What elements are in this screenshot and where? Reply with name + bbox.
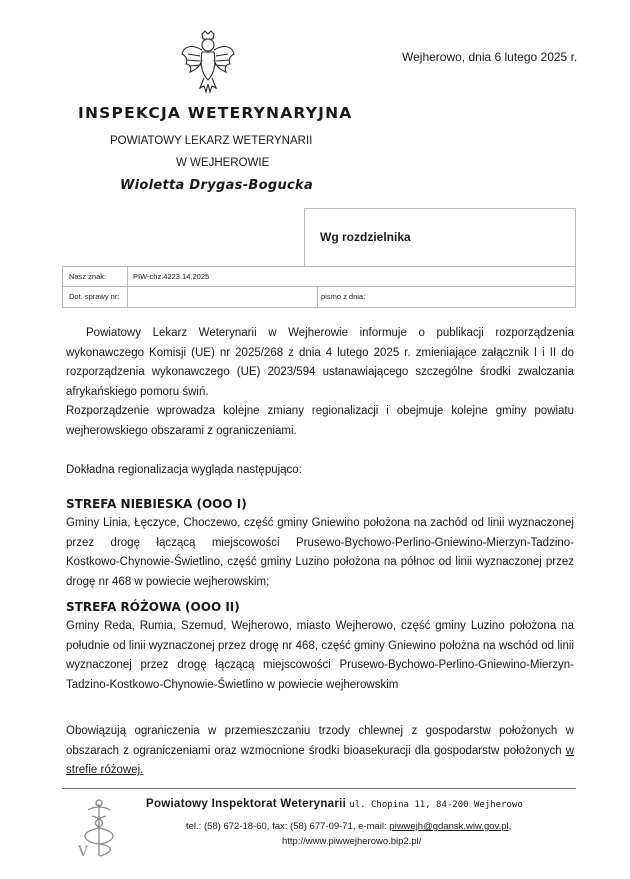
case-label: Dot. sprawy nr: — [69, 292, 120, 301]
veterinary-caduceus-icon — [70, 798, 128, 860]
org-subtitle: POWIATOWY LEKARZ WETERYNARII — [110, 135, 313, 147]
footer-website[interactable]: http://www.piwwejherowo.bip2.pl/ — [282, 836, 422, 847]
footer-email[interactable]: piwwejh@gdansk.wiw.gov.pl — [389, 821, 509, 832]
footer-org-name: Powiatowy Inspektorat Weterynarii — [146, 798, 347, 810]
footer-comma: , — [508, 821, 512, 832]
recipient: Wg rozdzielnika — [320, 230, 411, 244]
intro-text: Powiatowy Lekarz Weterynarii w Wejherowie informuje o publikacji rozporządzenia wykonawczego Komisji (UE) nr 2025/268 z dnia 4 lutego 2025 r. zmieniające załącznik I i II do rozporządzenia wykonawczego (UE) 2023/594 ustanawiającego szczególne środki zwalczania afrykańskiego pomoru świń. — [66, 327, 574, 398]
conclusion-text: Obowiązują ograniczenia w przemieszczaniu trzody chlewnej z gospodarstw położonych w obszarach z ograniczeniami oraz wzmocnione środki bioasekuracji dla gospodarstw położonych — [66, 725, 574, 757]
conclusion-paragraph — [66, 722, 574, 781]
zone-blue-title: STREFA NIEBIESKA (OOO I) — [66, 497, 247, 511]
divider — [127, 267, 128, 287]
footer-phone-fax: tel.: (58) 672-18-60, fax: (58) 677-09-71, e-mail: — [186, 821, 387, 832]
conclusion-highlight: w strefie różowej. — [66, 744, 574, 777]
zone-pink-text: Gminy Reda, Rumia, Szemud, Wejherowo, miasto Wejherowo, część gminy Luzino położona na południe od linii wyznaczonej przez drogę nr 468, część gminy Gniewino położna na wschód od linii wyznaczonej przez drogę łączącą miejscowości Prusewo-Bychowo-Perlino-Gniewino-Mierzyn-Tadzino-Kostkowo-Chynowie-Świetlino w powiecie wejherowskim — [66, 620, 574, 691]
svg-text:V: V — [78, 844, 89, 860]
reference-row-our-sign — [62, 266, 576, 287]
divider — [317, 287, 318, 307]
signatory-name: Wioletta Drygas-Bogucka — [120, 178, 314, 193]
letter-date: Wejherowo, dnia 6 lutego 2025 r. — [402, 50, 578, 64]
our-sign-value: PIW-chz.4223.14.2025 — [133, 272, 210, 281]
letter-date-label: pismo z dnia: — [321, 292, 366, 301]
intro-paragraph — [66, 324, 574, 442]
our-sign-label: Nasz znak: — [69, 272, 107, 281]
regionalization-intro: Dokładna regionalizacja wygląda następująco: — [66, 464, 302, 476]
zone-pink-title: STREFA RÓŻOWA (OOO II) — [66, 600, 240, 614]
divider — [127, 287, 128, 307]
footer-contact — [186, 821, 511, 832]
zone-blue-text: Gminy Linia, Łęczyce, Choczewo, część gminy Gniewino położona na zachód od linii wyznaczonej przez drogę łączącą miejscowości Prusewo-Bychowo-Perlino-Gniewino-Mierzyn-Tadzino-Kostkowo-Chynowie-Świetlino, część gminy Luzino położona na północ od linii wyznaczonej przez drogę nr 468 w powiecie wejherowskim; — [66, 517, 574, 588]
footer-divider — [62, 788, 576, 789]
footer-organization — [146, 798, 523, 810]
footer-address: ul. Chopina 11, 84-200 Wejherowo — [349, 800, 523, 810]
intro-text-2: Rozporządzenie wprowadza kolejne zmiany regionalizacji i obejmuje kolejne gminy powiatu wejherowskiego obszarami z ograniczeniami. — [66, 405, 574, 437]
org-location: W WEJHEROWIE — [176, 157, 270, 169]
reference-row-case — [62, 286, 576, 308]
eagle-emblem-icon — [180, 30, 236, 96]
org-title: INSPEKCJA WETERYNARYJNA — [78, 104, 353, 122]
